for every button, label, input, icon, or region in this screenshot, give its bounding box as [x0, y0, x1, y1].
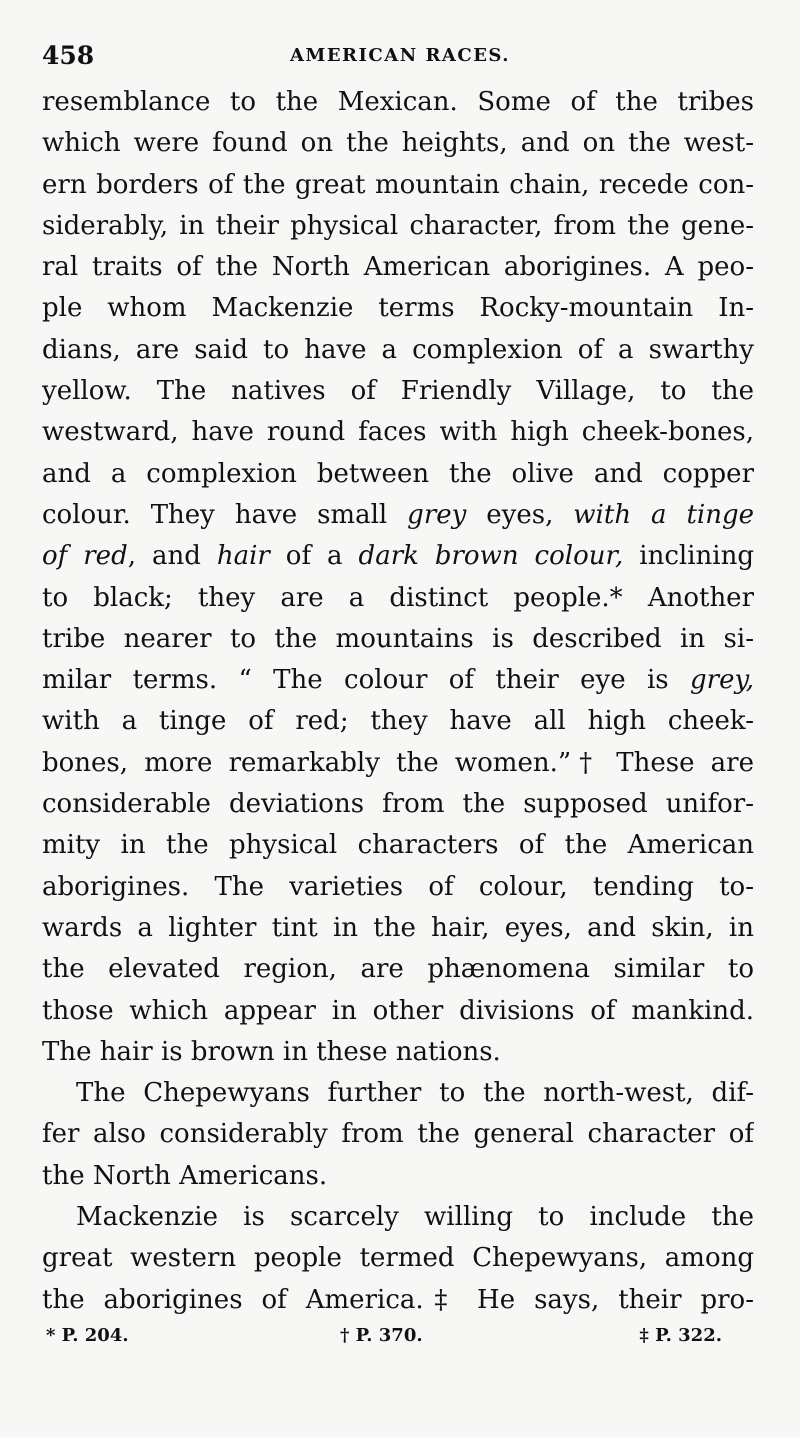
- text-line: yellow. The natives of Friendly Village, to the: [42, 376, 754, 407]
- text-line: The hair is brown in these nations.: [42, 1036, 501, 1067]
- italic-text: of red: [42, 541, 128, 572]
- text-line: and a complexion between the olive and copper: [42, 458, 754, 489]
- text-line: mity in the physical characters of the American: [42, 830, 754, 861]
- text-line: considerable deviations from the supposed unifor-: [42, 789, 754, 820]
- text-line: milar terms. “ The colour of their eye is grey,: [42, 665, 754, 696]
- text-line: ral traits of the North American aborigines. A peo-: [42, 252, 754, 283]
- text-line: with a tinge of red; they have all high cheek-: [42, 706, 754, 737]
- text-line: those which appear in other divisions of mankind.: [42, 995, 754, 1026]
- text-line: the North Americans.: [42, 1160, 328, 1191]
- text-line: fer also considerably from the general character of: [42, 1119, 754, 1150]
- text-line: ple whom Mackenzie terms Rocky-mountain In-: [42, 293, 754, 324]
- page-number: 458: [42, 41, 95, 70]
- text-line: the elevated region, are phænomena similar to: [42, 954, 754, 985]
- text-line: ern borders of the great mountain chain, recede con-: [42, 169, 754, 200]
- text-line: westward, have round faces with high cheek-bones,: [42, 417, 754, 448]
- text-line: great western people termed Chepewyans, among: [42, 1243, 754, 1274]
- body-text: [42, 82, 754, 1321]
- text-line: of red, and hair of a dark brown colour, inclining: [42, 541, 754, 572]
- text-line: siderably, in their physical character, from the gene-: [42, 210, 754, 241]
- text-line: colour. They have small grey eyes, with a tinge: [42, 499, 754, 530]
- page-header: [42, 38, 758, 78]
- text-line: tribe nearer to the mountains is described in si-: [42, 623, 754, 654]
- text-line: wards a lighter tint in the hair, eyes, and skin, in: [42, 912, 754, 943]
- footnote-1: * P. 204.: [46, 1325, 129, 1346]
- text-line: resemblance to the Mexican. Some of the tribes: [42, 87, 754, 117]
- text-line: the aborigines of America.‡ He says, their pro-: [42, 1284, 754, 1315]
- text-line: Mackenzie is scarcely willing to include the: [76, 1202, 754, 1233]
- text-line: bones, more remarkably the women.”† These are: [42, 747, 754, 778]
- italic-text: with a tinge: [573, 499, 754, 530]
- italic-text: grey,: [690, 665, 754, 696]
- text-line: The Chepewyans further to the north-west, dif-: [76, 1078, 754, 1109]
- italic-text: grey: [407, 499, 467, 530]
- text-line: dians, are said to have a complexion of a swarthy: [42, 334, 754, 365]
- running-head: AMERICAN RACES.: [289, 45, 511, 66]
- footnote-3: ‡ P. 322.: [639, 1325, 722, 1346]
- italic-text: hair: [216, 541, 270, 572]
- footnote-2: † P. 370.: [340, 1325, 423, 1346]
- text-line: aborigines. The varieties of colour, tending to-: [42, 871, 754, 902]
- italic-text: dark brown colour,: [358, 541, 624, 572]
- text-line: which were found on the heights, and on the west-: [42, 128, 754, 159]
- footnotes: [46, 1318, 722, 1354]
- text-line: to black; they are a distinct people.* Another: [42, 582, 754, 613]
